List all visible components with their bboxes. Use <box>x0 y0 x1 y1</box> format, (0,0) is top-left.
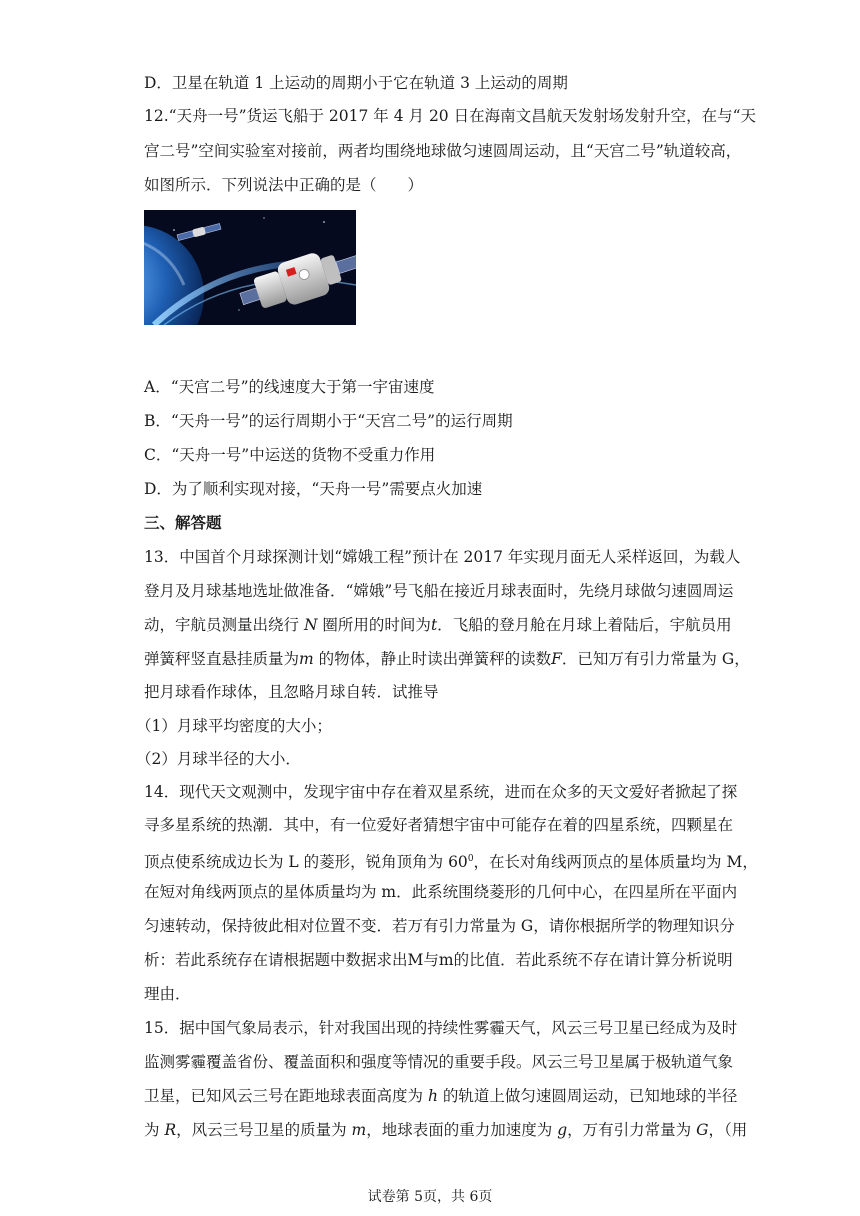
q14-line-5: 匀速转动，保持彼此相对位置不变．若万有引力常量为 G，请你根据所学的物理知识分 <box>144 917 735 935</box>
q12-option-d: D．为了顺利实现对接，“天舟一号”需要点火加速 <box>144 480 483 498</box>
q15-line-3: 卫星，已知风云三号在距地球表面高度为 h 的轨道上做匀速圆周运动，已知地球的半径 <box>144 1087 738 1105</box>
var-F: F <box>551 650 562 668</box>
q12-option-c: C．“天舟一号”中运送的货物不受重力作用 <box>144 446 436 464</box>
q12-stem-line-2: 宫二号”空间实验室对接前，两者均围绕地球做匀速圆周运动，且“天宫二号”轨道较高， <box>144 142 742 160</box>
q13-line-3: 动，宇航员测量出绕行 N 圈所用的时间为t．飞船的登月舱在月球上着陆后，宇航员用 <box>144 616 732 634</box>
var-N: N <box>303 616 318 634</box>
q12-spacecraft-figure <box>144 210 356 325</box>
var-R: R <box>164 1121 177 1139</box>
q15-line-1: 15．据中国气象局表示，针对我国出现的持续性雾霾天气，风云三号卫星已经成为及时 <box>144 1019 738 1037</box>
q14-line-3: 顶点使系统成边长为 L 的菱形，锐角顶角为 $60^0$，在长对角线两顶点的星体质量均为 M， <box>144 853 758 872</box>
var-m: m <box>351 1121 367 1139</box>
q13-subquestion-1: （1）月球平均密度的大小； <box>136 717 332 735</box>
q14-line-1: 14．现代天文观测中，发现宇宙中存在着双星系统，进而在众多的天文爱好者掀起了探 <box>144 783 738 801</box>
q12-stem-line-1: 12.“天舟一号”货运飞船于 2017 年 4 月 20 日在海南文昌航天发射场发射升空，在与“天 <box>144 107 757 125</box>
q12-option-a: A．“天宫二号”的线速度大于第一宇宙速度 <box>144 378 435 396</box>
q12-option-b: B．“天舟一号”的运行周期小于“天宫二号”的运行周期 <box>144 412 513 430</box>
q14-line-2: 寻多星系统的热潮．其中，有一位爱好者猜想宇宙中可能存在着的四星系统，四颗星在 <box>144 816 734 834</box>
q13-line-2: 登月及月球基地选址做准备．“嫦娥”号飞船在接近月球表面时，先绕月球做匀速圆周运 <box>144 582 734 600</box>
q14-line-4: 在短对角线两顶点的星体质量均为 m．此系统围绕菱形的几何中心，在四星所在平面内 <box>144 883 738 901</box>
q11-option-d: D．卫星在轨道 1 上运动的周期小于它在轨道 3 上运动的周期 <box>144 74 568 92</box>
q13-line-5: 把月球看作球体，且忽略月球自转．试推导 <box>144 683 439 701</box>
q15-line-2: 监测雾霾覆盖省份、覆盖面积和强度等情况的重要手段。风云三号卫星属于极轨道气象 <box>144 1053 734 1071</box>
page-footer: 试卷第 5页，共 6页 <box>367 1189 493 1205</box>
q13-line-1: 13．中国首个月球探测计划“嫦娥工程”预计在 2017 年实现月面无人采样返回，为载人 <box>144 548 741 566</box>
q12-stem-line-3: 如图所示．下列说法中正确的是（ ） <box>144 176 424 194</box>
q13-line-4: 弹簧秤竖直悬挂质量为m 的物体，静止时读出弹簧秤的读数F．已知万有引力常量为 G， <box>144 650 750 668</box>
q15-line-4: 为 R，风云三号卫星的质量为 m，地球表面的重力加速度为 g，万有引力常量为 G，（用 <box>144 1121 748 1139</box>
var-m: m <box>299 650 314 668</box>
var-h: h <box>427 1087 438 1105</box>
q13-subquestion-2: （2）月球半径的大小． <box>136 750 301 768</box>
q14-line-6: 析：若此系统存在请根据题中数据求出M与m的比值．若此系统不存在请计算分析说明 <box>144 951 733 969</box>
var-t: t <box>430 616 438 634</box>
var-G: G <box>696 1121 709 1139</box>
section-heading-answer-questions: 三、解答题 <box>144 513 222 532</box>
q14-line-7: 理由． <box>144 985 191 1003</box>
var-g: g <box>557 1121 568 1139</box>
